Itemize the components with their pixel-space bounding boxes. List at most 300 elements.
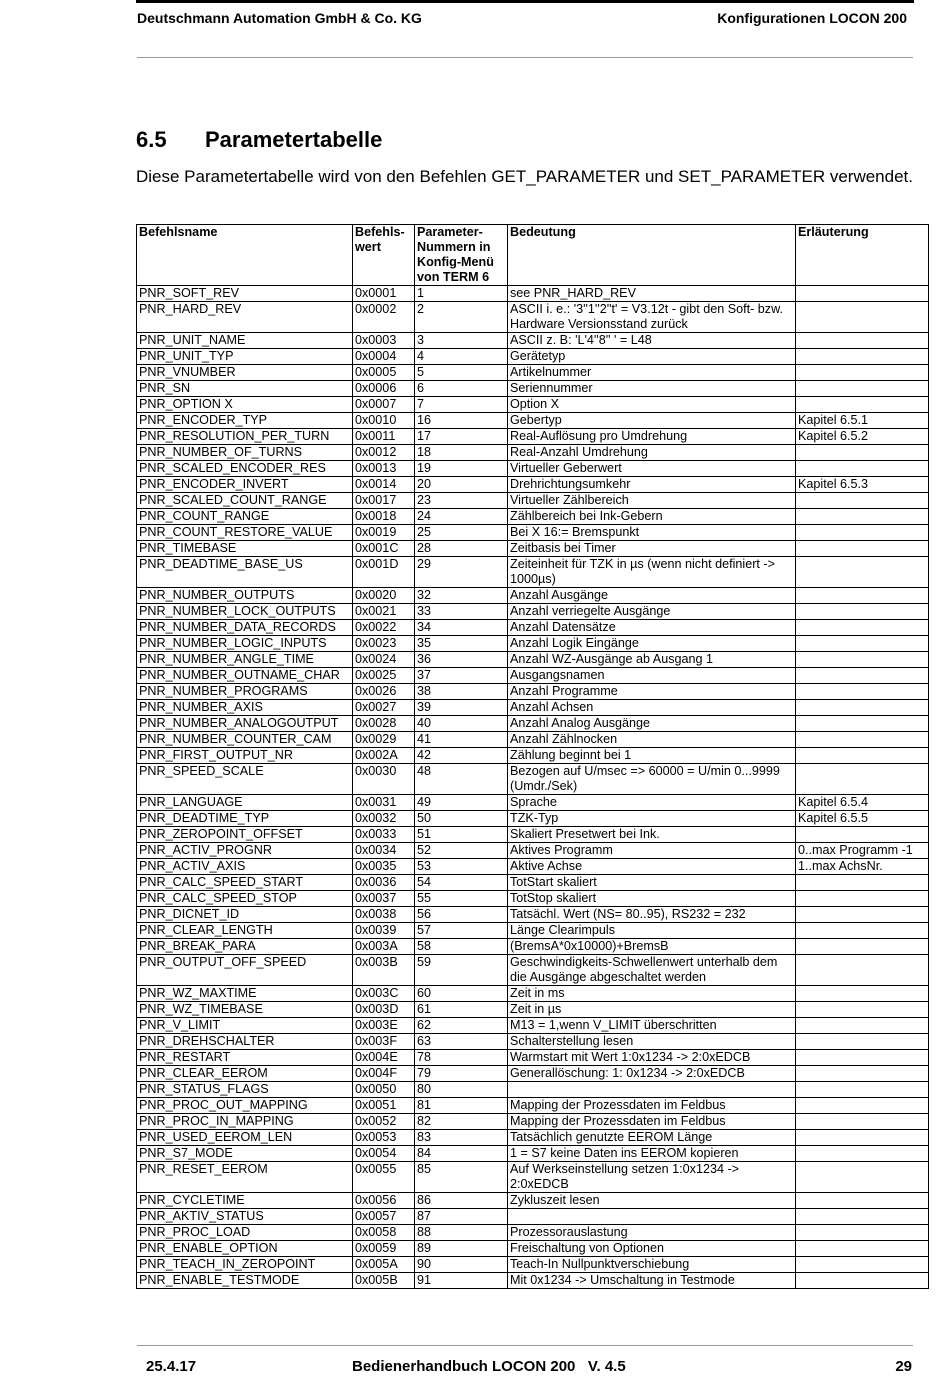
table-row [137,1273,929,1289]
cell-bedeutung: Zeit in µs [508,1002,796,1018]
cell-erlaeuterung [796,1162,929,1193]
cell-befehlsname: PNR_VNUMBER [137,365,353,381]
cell-befehlswert: 0x0025 [353,668,415,684]
table-row [137,1114,929,1130]
cell-befehlswert: 0x0011 [353,429,415,445]
cell-bedeutung: Gebertyp [508,413,796,429]
cell-befehlsname: PNR_RESTART [137,1050,353,1066]
table-row [137,1082,929,1098]
cell-erlaeuterung [796,1114,929,1130]
table-row [137,732,929,748]
cell-parameter-nummer: 41 [415,732,508,748]
cell-parameter-nummer: 42 [415,748,508,764]
cell-parameter-nummer: 4 [415,349,508,365]
cell-befehlswert: 0x0051 [353,1098,415,1114]
cell-erlaeuterung [796,764,929,795]
cell-befehlsname: PNR_NUMBER_COUNTER_CAM [137,732,353,748]
cell-befehlswert: 0x0058 [353,1225,415,1241]
cell-befehlsname: PNR_OUTPUT_OFF_SPEED [137,955,353,986]
cell-parameter-nummer: 24 [415,509,508,525]
cell-erlaeuterung [796,445,929,461]
cell-bedeutung [508,1082,796,1098]
cell-befehlsname: PNR_OPTION X [137,397,353,413]
cell-befehlswert: 0x0007 [353,397,415,413]
cell-befehlswert: 0x0056 [353,1193,415,1209]
cell-befehlswert: 0x003F [353,1034,415,1050]
cell-erlaeuterung [796,302,929,333]
cell-parameter-nummer: 57 [415,923,508,939]
cell-parameter-nummer: 18 [415,445,508,461]
cell-erlaeuterung [796,1209,929,1225]
cell-befehlswert: 0x003A [353,939,415,955]
cell-bedeutung: Zeiteinheit für TZK in µs (wenn nicht definiert -> 1000µs) [508,557,796,588]
cell-befehlswert: 0x0018 [353,509,415,525]
cell-befehlsname: PNR_WZ_MAXTIME [137,986,353,1002]
cell-bedeutung: Zählbereich bei Ink-Gebern [508,509,796,525]
cell-befehlswert: 0x001C [353,541,415,557]
cell-bedeutung: see PNR_HARD_REV [508,286,796,302]
cell-befehlswert: 0x0017 [353,493,415,509]
cell-befehlsname: PNR_ENCODER_TYP [137,413,353,429]
table-row [137,286,929,302]
table-row [137,1241,929,1257]
table-row [137,668,929,684]
table-row [137,764,929,795]
cell-befehlsname: PNR_CALC_SPEED_START [137,875,353,891]
cell-parameter-nummer: 54 [415,875,508,891]
cell-befehlswert: 0x0002 [353,302,415,333]
cell-parameter-nummer: 48 [415,764,508,795]
cell-befehlswert: 0x0028 [353,716,415,732]
cell-bedeutung: Anzahl Datensätze [508,620,796,636]
cell-bedeutung [508,1209,796,1225]
cell-befehlswert: 0x0057 [353,1209,415,1225]
cell-parameter-nummer: 38 [415,684,508,700]
cell-erlaeuterung [796,875,929,891]
cell-bedeutung: Teach-In Nullpunktverschiebung [508,1257,796,1273]
cell-befehlsname: PNR_DICNET_ID [137,907,353,923]
cell-erlaeuterung [796,349,929,365]
table-row [137,397,929,413]
cell-parameter-nummer: 3 [415,333,508,349]
cell-erlaeuterung: 0..max Programm -1 [796,843,929,859]
cell-befehlsname: PNR_CYCLETIME [137,1193,353,1209]
cell-bedeutung: Anzahl WZ-Ausgänge ab Ausgang 1 [508,652,796,668]
cell-befehlswert: 0x0030 [353,764,415,795]
table-row [137,557,929,588]
cell-befehlsname: PNR_AKTIV_STATUS [137,1209,353,1225]
cell-bedeutung: Real-Auflösung pro Umdrehung [508,429,796,445]
cell-befehlswert: 0x0038 [353,907,415,923]
cell-bedeutung: Warmstart mit Wert 1:0x1234 -> 2:0xEDCB [508,1050,796,1066]
cell-erlaeuterung [796,461,929,477]
cell-befehlsname: PNR_CLEAR_EEROM [137,1066,353,1082]
table-row [137,588,929,604]
cell-befehlsname: PNR_CALC_SPEED_STOP [137,891,353,907]
cell-befehlsname: PNR_TEACH_IN_ZEROPOINT [137,1257,353,1273]
cell-befehlsname: PNR_RESOLUTION_PER_TURN [137,429,353,445]
cell-parameter-nummer: 87 [415,1209,508,1225]
cell-befehlswert: 0x003E [353,1018,415,1034]
cell-bedeutung: Generallöschung: 1: 0x1234 -> 2:0xEDCB [508,1066,796,1082]
cell-befehlswert: 0x005A [353,1257,415,1273]
cell-befehlsname: PNR_ACTIV_PROGNR [137,843,353,859]
section-intro: Diese Parametertabelle wird von den Befehlen GET_PARAMETER und SET_PARAMETER verwendet. [136,167,913,186]
cell-befehlsname: PNR_COUNT_RESTORE_VALUE [137,525,353,541]
cell-bedeutung: Option X [508,397,796,413]
cell-bedeutung: M13 = 1,wenn V_LIMIT überschritten [508,1018,796,1034]
cell-befehlswert: 0x0059 [353,1241,415,1257]
cell-bedeutung: Zeitbasis bei Timer [508,541,796,557]
cell-parameter-nummer: 33 [415,604,508,620]
col-header-parameter-nummern: Parameter-Nummern in Konfig-Menü von TERM 6 [415,225,508,286]
cell-parameter-nummer: 81 [415,1098,508,1114]
cell-parameter-nummer: 32 [415,588,508,604]
table-row [137,859,929,875]
cell-erlaeuterung [796,986,929,1002]
cell-bedeutung: Aktive Achse [508,859,796,875]
table-row [137,700,929,716]
cell-bedeutung: TotStop skaliert [508,891,796,907]
table-row [137,1162,929,1193]
cell-bedeutung: Mapping der Prozessdaten im Feldbus [508,1098,796,1114]
header-chapter: Konfigurationen LOCON 200 [717,10,907,26]
cell-erlaeuterung [796,588,929,604]
cell-befehlswert: 0x0037 [353,891,415,907]
cell-befehlswert: 0x0054 [353,1146,415,1162]
cell-parameter-nummer: 63 [415,1034,508,1050]
cell-erlaeuterung [796,1225,929,1241]
cell-befehlsname: PNR_NUMBER_ANALOGOUTPUT [137,716,353,732]
cell-erlaeuterung [796,636,929,652]
cell-befehlswert: 0x0027 [353,700,415,716]
cell-befehlsname: PNR_WZ_TIMEBASE [137,1002,353,1018]
cell-befehlswert: 0x005B [353,1273,415,1289]
table-body [137,286,929,1289]
cell-erlaeuterung [796,684,929,700]
cell-befehlswert: 0x004E [353,1050,415,1066]
table-row [137,1066,929,1082]
table-row [137,302,929,333]
cell-befehlsname: PNR_NUMBER_LOGIC_INPUTS [137,636,353,652]
cell-erlaeuterung [796,1018,929,1034]
cell-befehlsname: PNR_V_LIMIT [137,1018,353,1034]
page-number: 29 [895,1358,912,1375]
cell-bedeutung: Anzahl Achsen [508,700,796,716]
cell-befehlswert: 0x003D [353,1002,415,1018]
cell-befehlsname: PNR_SOFT_REV [137,286,353,302]
table-row [137,907,929,923]
table-row [137,493,929,509]
col-header-befehlsname: Befehlsname [137,225,353,286]
cell-befehlsname: PNR_NUMBER_LOCK_OUTPUTS [137,604,353,620]
cell-erlaeuterung [796,604,929,620]
cell-befehlswert: 0x0021 [353,604,415,620]
cell-parameter-nummer: 6 [415,381,508,397]
cell-erlaeuterung [796,891,929,907]
cell-erlaeuterung [796,286,929,302]
cell-befehlswert: 0x0006 [353,381,415,397]
cell-befehlswert: 0x001D [353,557,415,588]
header-divider [137,57,913,58]
cell-parameter-nummer: 19 [415,461,508,477]
cell-bedeutung: Real-Anzahl Umdrehung [508,445,796,461]
table-row [137,923,929,939]
cell-befehlsname: PNR_NUMBER_OUTNAME_CHAR [137,668,353,684]
cell-erlaeuterung [796,1066,929,1082]
cell-parameter-nummer: 2 [415,302,508,333]
footer-divider [137,1345,913,1346]
cell-parameter-nummer: 50 [415,811,508,827]
cell-bedeutung: (BremsA*0x10000)+BremsB [508,939,796,955]
cell-parameter-nummer: 49 [415,795,508,811]
cell-befehlswert: 0x0023 [353,636,415,652]
cell-parameter-nummer: 78 [415,1050,508,1066]
cell-erlaeuterung [796,748,929,764]
cell-erlaeuterung [796,1130,929,1146]
col-header-befehlswert: Befehls-wert [353,225,415,286]
cell-bedeutung: Auf Werkseinstellung setzen 1:0x1234 -> 2:0xEDCB [508,1162,796,1193]
cell-erlaeuterung [796,939,929,955]
cell-befehlsname: PNR_NUMBER_DATA_RECORDS [137,620,353,636]
cell-erlaeuterung [796,1002,929,1018]
cell-erlaeuterung [796,1273,929,1289]
cell-befehlsname: PNR_PROC_LOAD [137,1225,353,1241]
cell-parameter-nummer: 52 [415,843,508,859]
cell-befehlswert: 0x0035 [353,859,415,875]
cell-bedeutung: Skaliert Presetwert bei Ink. [508,827,796,843]
cell-befehlswert: 0x0050 [353,1082,415,1098]
cell-erlaeuterung [796,827,929,843]
table-row [137,1209,929,1225]
cell-erlaeuterung [796,652,929,668]
table-row [137,1146,929,1162]
cell-befehlswert: 0x0010 [353,413,415,429]
table-row [137,461,929,477]
cell-erlaeuterung [796,493,929,509]
table-row [137,541,929,557]
cell-befehlswert: 0x004F [353,1066,415,1082]
cell-parameter-nummer: 79 [415,1066,508,1082]
cell-parameter-nummer: 5 [415,365,508,381]
table-row [137,1034,929,1050]
cell-befehlsname: PNR_NUMBER_ANGLE_TIME [137,652,353,668]
cell-befehlsname: PNR_STATUS_FLAGS [137,1082,353,1098]
top-rule [136,0,914,3]
cell-parameter-nummer: 80 [415,1082,508,1098]
table-row [137,413,929,429]
table-row [137,986,929,1002]
cell-erlaeuterung [796,955,929,986]
table-row [137,1257,929,1273]
cell-befehlswert: 0x003C [353,986,415,1002]
table-row [137,955,929,986]
cell-bedeutung: ASCII i. e.: '3''1''2''t' = V3.12t - gibt den Soft- bzw. Hardware Versionsstand zurück [508,302,796,333]
cell-parameter-nummer: 84 [415,1146,508,1162]
table-row [137,652,929,668]
cell-befehlsname: PNR_NUMBER_PROGRAMS [137,684,353,700]
table-row [137,939,929,955]
cell-erlaeuterung: Kapitel 6.5.3 [796,477,929,493]
cell-erlaeuterung [796,923,929,939]
cell-parameter-nummer: 83 [415,1130,508,1146]
table-row [137,349,929,365]
cell-bedeutung: Anzahl Logik Eingänge [508,636,796,652]
table-row [137,620,929,636]
cell-bedeutung: Anzahl Analog Ausgänge [508,716,796,732]
cell-parameter-nummer: 59 [415,955,508,986]
table-row [137,716,929,732]
cell-erlaeuterung [796,620,929,636]
cell-befehlswert: 0x0052 [353,1114,415,1130]
header-company: Deutschmann Automation GmbH & Co. KG [137,10,422,26]
cell-parameter-nummer: 91 [415,1273,508,1289]
cell-befehlswert: 0x0036 [353,875,415,891]
cell-erlaeuterung [796,1050,929,1066]
col-header-erlaeuterung: Erläuterung [796,225,929,286]
cell-erlaeuterung [796,333,929,349]
cell-parameter-nummer: 53 [415,859,508,875]
cell-befehlsname: PNR_NUMBER_AXIS [137,700,353,716]
cell-parameter-nummer: 28 [415,541,508,557]
cell-befehlsname: PNR_CLEAR_LENGTH [137,923,353,939]
cell-befehlswert: 0x0053 [353,1130,415,1146]
cell-bedeutung: Sprache [508,795,796,811]
table-header-row [137,225,929,286]
table-row [137,636,929,652]
cell-bedeutung: Schalterstellung lesen [508,1034,796,1050]
cell-bedeutung: ASCII z. B: 'L'4''8'' ' = L48 [508,333,796,349]
cell-erlaeuterung [796,1146,929,1162]
footer-date: 25.4.17 [146,1358,197,1375]
cell-erlaeuterung [796,907,929,923]
cell-befehlsname: PNR_DEADTIME_BASE_US [137,557,353,588]
table-row [137,1225,929,1241]
cell-befehlsname: PNR_BREAK_PARA [137,939,353,955]
table-row [137,365,929,381]
cell-befehlswert: 0x0024 [353,652,415,668]
cell-bedeutung: Bezogen auf U/msec => 60000 = U/min 0...9999 (Umdr./Sek) [508,764,796,795]
cell-bedeutung: TotStart skaliert [508,875,796,891]
cell-erlaeuterung [796,1098,929,1114]
cell-befehlsname: PNR_ENABLE_OPTION [137,1241,353,1257]
section-title: Parametertabelle [205,127,383,152]
cell-erlaeuterung [796,365,929,381]
cell-bedeutung: 1 = S7 keine Daten ins EEROM kopieren [508,1146,796,1162]
cell-bedeutung: Aktives Programm [508,843,796,859]
cell-befehlswert: 0x0020 [353,588,415,604]
footer-title: Bedienerhandbuch LOCON 200 V. 4.5 [352,1358,626,1375]
cell-parameter-nummer: 37 [415,668,508,684]
cell-bedeutung: Mapping der Prozessdaten im Feldbus [508,1114,796,1130]
cell-befehlswert: 0x0029 [353,732,415,748]
cell-befehlswert: 0x0055 [353,1162,415,1193]
cell-befehlswert: 0x0004 [353,349,415,365]
cell-erlaeuterung [796,1241,929,1257]
cell-bedeutung: Zeit in ms [508,986,796,1002]
cell-befehlsname: PNR_COUNT_RANGE [137,509,353,525]
table-row [137,891,929,907]
table-row [137,429,929,445]
cell-erlaeuterung [796,541,929,557]
cell-befehlswert: 0x0022 [353,620,415,636]
cell-bedeutung: Anzahl Programme [508,684,796,700]
cell-parameter-nummer: 58 [415,939,508,955]
table-row [137,1002,929,1018]
cell-parameter-nummer: 25 [415,525,508,541]
cell-befehlswert: 0x0033 [353,827,415,843]
cell-erlaeuterung [796,525,929,541]
cell-parameter-nummer: 20 [415,477,508,493]
cell-bedeutung: Anzahl Ausgänge [508,588,796,604]
table-row [137,811,929,827]
cell-befehlswert: 0x0012 [353,445,415,461]
table-row [137,333,929,349]
cell-erlaeuterung [796,381,929,397]
cell-befehlsname: PNR_SCALED_ENCODER_RES [137,461,353,477]
cell-befehlsname: PNR_DREHSCHALTER [137,1034,353,1050]
cell-bedeutung: Zählung beginnt bei 1 [508,748,796,764]
cell-befehlsname: PNR_USED_EEROM_LEN [137,1130,353,1146]
cell-befehlsname: PNR_TIMEBASE [137,541,353,557]
cell-befehlsname: PNR_ACTIV_AXIS [137,859,353,875]
cell-befehlswert: 0x0039 [353,923,415,939]
cell-parameter-nummer: 29 [415,557,508,588]
cell-befehlsname: PNR_UNIT_TYP [137,349,353,365]
col-header-bedeutung: Bedeutung [508,225,796,286]
cell-bedeutung: Virtueller Zählbereich [508,493,796,509]
cell-bedeutung: Seriennummer [508,381,796,397]
cell-befehlswert: 0x0014 [353,477,415,493]
cell-befehlsname: PNR_RESET_EEROM [137,1162,353,1193]
cell-bedeutung: Virtueller Geberwert [508,461,796,477]
cell-erlaeuterung: Kapitel 6.5.1 [796,413,929,429]
cell-befehlswert: 0x0013 [353,461,415,477]
cell-bedeutung: Freischaltung von Optionen [508,1241,796,1257]
cell-bedeutung: Drehrichtungsumkehr [508,477,796,493]
cell-parameter-nummer: 55 [415,891,508,907]
cell-bedeutung: Geschwindigkeits-Schwellenwert unterhalb dem die Ausgänge abgeschaltet werden [508,955,796,986]
cell-erlaeuterung [796,397,929,413]
cell-befehlsname: PNR_ENCODER_INVERT [137,477,353,493]
cell-erlaeuterung [796,557,929,588]
table-row [137,1098,929,1114]
cell-befehlsname: PNR_NUMBER_OF_TURNS [137,445,353,461]
cell-parameter-nummer: 34 [415,620,508,636]
cell-befehlsname: PNR_PROC_IN_MAPPING [137,1114,353,1130]
cell-parameter-nummer: 51 [415,827,508,843]
table-row [137,875,929,891]
cell-parameter-nummer: 39 [415,700,508,716]
cell-parameter-nummer: 62 [415,1018,508,1034]
cell-erlaeuterung [796,1034,929,1050]
table-row [137,509,929,525]
cell-bedeutung: Anzahl Zählnocken [508,732,796,748]
cell-befehlswert: 0x0032 [353,811,415,827]
cell-befehlswert: 0x0034 [353,843,415,859]
cell-bedeutung: Artikelnummer [508,365,796,381]
cell-parameter-nummer: 7 [415,397,508,413]
table-row [137,795,929,811]
cell-parameter-nummer: 61 [415,1002,508,1018]
cell-parameter-nummer: 90 [415,1257,508,1273]
cell-parameter-nummer: 35 [415,636,508,652]
cell-parameter-nummer: 40 [415,716,508,732]
cell-erlaeuterung [796,1193,929,1209]
cell-erlaeuterung: Kapitel 6.5.5 [796,811,929,827]
cell-befehlswert: 0x0003 [353,333,415,349]
cell-befehlsname: PNR_DEADTIME_TYP [137,811,353,827]
